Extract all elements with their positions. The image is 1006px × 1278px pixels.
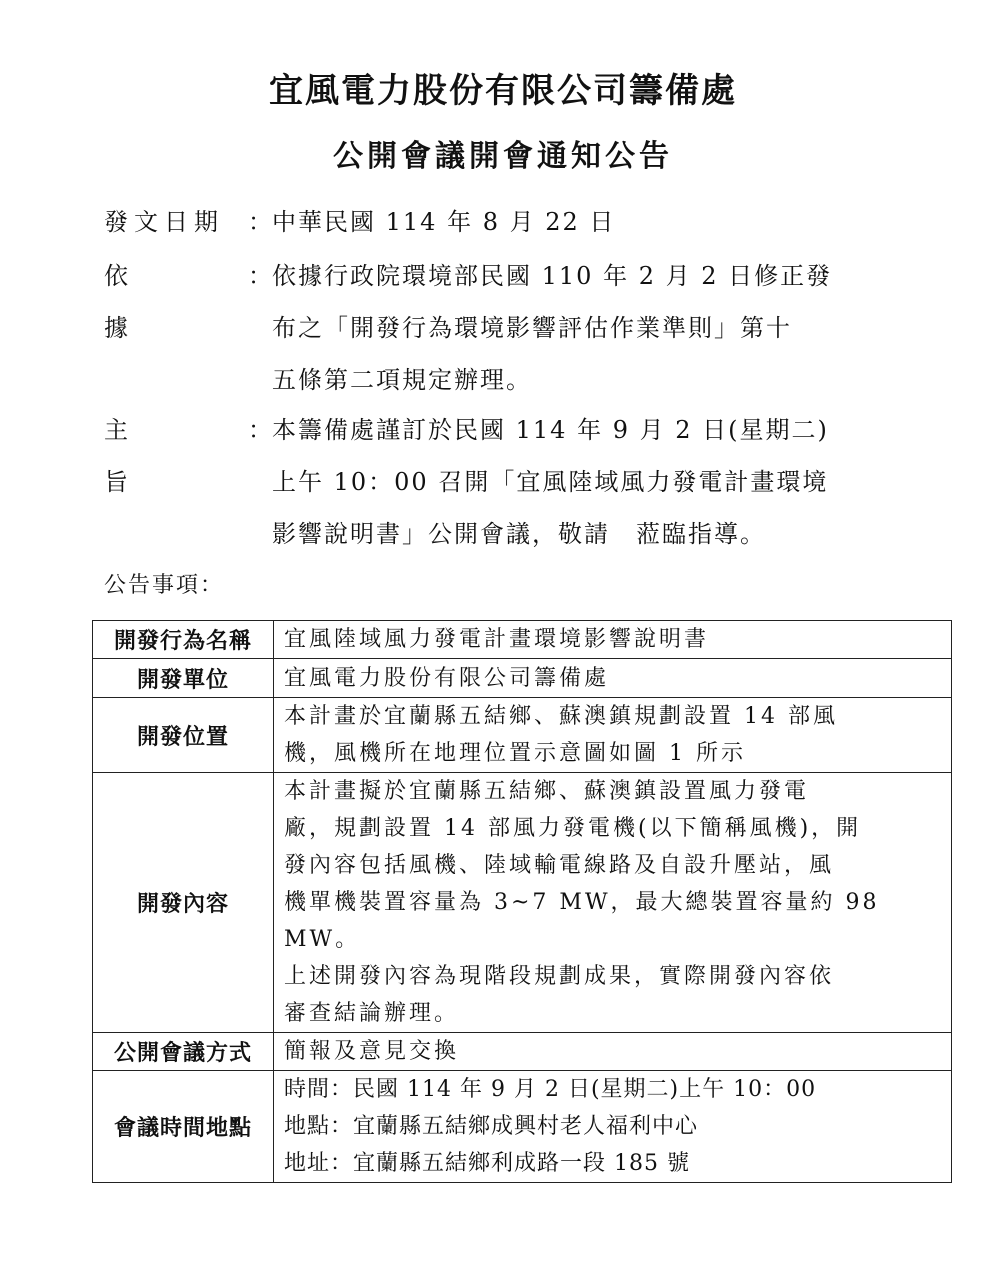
row-line: 宜風電力股份有限公司籌備處	[284, 665, 610, 691]
row-line: 機單機裝置容量為 3~7 MW，最大總裝置容量約 98	[284, 890, 880, 915]
row-key: 開發位置	[93, 698, 274, 773]
row-line: 簡報及意見交換	[284, 1039, 460, 1064]
row-line: 機，風機所在地理位置示意圖如圖 1 所示	[284, 741, 746, 766]
table-row	[93, 1071, 952, 1183]
row-key: 會議時間地點	[93, 1071, 274, 1183]
table-row	[93, 773, 952, 1033]
basis-text	[272, 250, 944, 406]
row-line: 本計畫於宜蘭縣五結鄉、蘇澳鎮規劃設置 14 部風	[284, 704, 838, 729]
date-label: 發文日期	[104, 208, 224, 236]
row-key: 開發單位	[93, 659, 274, 698]
row-key: 開發內容	[93, 773, 274, 1033]
row-value	[274, 698, 952, 773]
basis-line: 依據行政院環境部民國 110 年 2 月 2 日修正發	[272, 262, 833, 290]
date-colon: ：	[248, 208, 272, 236]
notice-title: 公開會議開會通知公告	[333, 139, 673, 174]
row-key: 公開會議方式	[93, 1033, 274, 1071]
row-line: 地址：宜蘭縣五結鄉利成路一段 185 號	[284, 1151, 690, 1176]
row-line: 審查結論辦理。	[284, 1001, 460, 1026]
company-title: 宜風電力股份有限公司籌備處	[269, 71, 737, 111]
basis-row	[104, 250, 944, 406]
table-row	[93, 698, 952, 773]
row-line: MW。	[284, 927, 361, 952]
table-row	[93, 659, 952, 698]
row-line: 發內容包括風機、陸域輸電線路及自設升壓站，風	[284, 853, 835, 878]
row-line: 時間：民國 114 年 9 月 2 日(星期二)上午 10：00	[284, 1077, 817, 1102]
date-row	[104, 196, 944, 248]
basis-line: 五條第二項規定辦理。	[272, 366, 532, 394]
table-row	[93, 621, 952, 659]
subject-text	[272, 404, 944, 560]
row-value	[274, 1071, 952, 1183]
row-value	[274, 621, 952, 659]
basis-line: 布之「開發行為環境影響評估作業準則」第十	[272, 314, 792, 342]
basis-colon: ：	[248, 262, 272, 290]
row-value	[274, 659, 952, 698]
table-row	[93, 1033, 952, 1071]
row-line: 上述開發內容為現階段規劃成果，實際開發內容依	[284, 964, 835, 989]
subject-label: 主 旨	[104, 416, 168, 496]
row-line: 本計畫擬於宜蘭縣五結鄉、蘇澳鎮設置風力發電	[284, 779, 810, 804]
row-key: 開發行為名稱	[93, 621, 274, 659]
notice-items-label: 公告事項：	[104, 573, 225, 598]
row-line: 地點：宜蘭縣五結鄉成興村老人福利中心	[284, 1114, 699, 1139]
subject-line: 上午 10：00 召開「宜風陸域風力發電計畫環境	[272, 468, 829, 496]
date-value: 中華民國 114 年 8 月 22 日	[272, 208, 616, 236]
basis-label: 依 據	[104, 262, 168, 342]
row-value	[274, 773, 952, 1033]
subject-line: 本籌備處謹訂於民國 114 年 9 月 2 日(星期二)	[272, 416, 829, 444]
subject-row	[104, 404, 944, 560]
subject-line: 影響說明書」公開會議，敬請 蒞臨指導。	[272, 520, 766, 548]
row-line: 宜風陸域風力發電計畫環境影響說明書	[284, 627, 710, 652]
row-value	[274, 1033, 952, 1071]
subject-colon: ：	[248, 416, 272, 444]
row-line: 廠，規劃設置 14 部風力發電機(以下簡稱風機)，開	[284, 816, 862, 841]
info-table	[92, 620, 952, 1183]
